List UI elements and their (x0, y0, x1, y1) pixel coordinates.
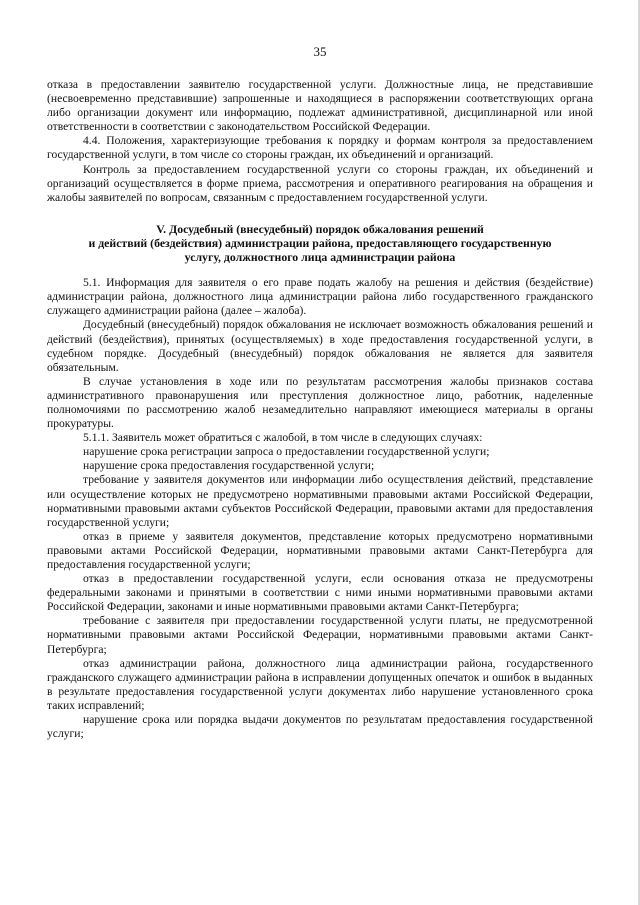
list-item-correction-refusal: отказ администрации района, должностного лица администрации района, государственного гражданского служащего администрации района в исправлении допущенных опечаток и ошибок в выданных в результате предоставления государственной услуги документах либо нарушение установленного срока таких исправлений; (47, 656, 593, 712)
document-body (47, 78, 593, 741)
section-heading-line-3: услугу, должностного лица администрации района (184, 250, 456, 265)
list-item-service-deadline: нарушение срока предоставления государственной услуги; (83, 459, 375, 473)
paragraph-5-1: 5.1. Информация для заявителя о его праве подать жалобу на решения и действия (бездействие) администрации района, должностного лица администрации района либо государственного гражданского служащего администрации района (далее – жалоба). (47, 276, 593, 318)
paragraph-intro-3: Контроль за предоставлением государственной услуги со стороны граждан, их объединений и организаций осуществляется в форме приема, рассмотрения и оперативного реагирования на обращения и жалобы заявителей по вопросам, связанным с предоставлением государственной услуги. (47, 162, 593, 204)
page-number: 35 (313, 44, 327, 59)
list-item-fee-requirement: требование с заявителя при предоставлении государственной услуги платы, не предусмотренной нормативными правовыми актами Российской Федерации, нормативными правовыми актами Санкт-Петербурга; (47, 614, 593, 656)
list-item-acceptance-refusal: отказ в приеме у заявителя документов, представление которых предусмотрено нормативными правовыми актами Российской Федерации, нормативными правовыми актами Санкт-Петербурга для предоставления государственной услуги; (47, 529, 593, 571)
section-heading (47, 222, 593, 264)
section-heading-line-1: V. Досудебный (внесудебный) порядок обжалования решений (156, 221, 484, 236)
paragraph-5-1-1: 5.1.1. Заявитель может обратиться с жалобой, в том числе в следующих случаях: (83, 431, 483, 445)
paragraph-prosecution: В случае установления в ходе или по результатам рассмотрения жалобы признаков состава административного правонарушения или преступления должностное лицо, работник, наделенные полномочиями по рассмотрению жалоб незамедлительно направляют имеющиеся материалы в органы прокуратуры. (47, 374, 593, 431)
paragraph-intro-2: 4.4. Положения, характеризующие требования к порядку и формам контроля за предоставлением государственной услуги, в том числе со стороны граждан, их объединений и организаций. (47, 134, 593, 162)
list-item-service-refusal: отказ в предоставлении государственной услуги, если основания отказа не предусмотрены федеральными законами и принятыми в соответствии с ними иными нормативными правовыми актами Российской Федерации, законами и иные нормативными правовыми актами Санкт-Петербурга; (47, 572, 593, 614)
list-item-issuance-violation: нарушение срока или порядка выдачи документов по результатам предоставления государственной услуги; (47, 713, 593, 741)
list-item-document-requirement: требование у заявителя документов или информации либо осуществления действий, представление или осуществление которых не предусмотрено нормативными правовыми актами Российской Федерации, нормативными правовыми актами субъектов Российской Федерации, правовыми актами для предоставления государственной услуги; (47, 473, 593, 529)
paragraph-pretrial-procedure: Досудебный (внесудебный) порядок обжалования не исключает возможность обжалования решений и действий (бездействия), принятых (осуществляемых) в ходе предоставления государственной услуги, в судебном порядке. Досудебный (внесудебный) порядок обжалования не является для заявителя обязательным. (47, 318, 593, 374)
section-heading-line-2: и действий (бездействия) администрации района, предоставляющего государственную (88, 235, 552, 250)
list-item-registration-deadline: нарушение срока регистрации запроса о предоставлении государственной услуги; (83, 445, 490, 459)
paragraph-intro-1: отказа в предоставлении заявителю государственной услуги. Должностные лица, не представившие (несвоевременно представившие) запрошенные и находящиеся в распоряжении соответствующих органа либо организации документ или информацию, подлежат административной, дисциплинарной или иной ответственности в соответствии с законодательством Российской Федерации. (47, 78, 593, 134)
